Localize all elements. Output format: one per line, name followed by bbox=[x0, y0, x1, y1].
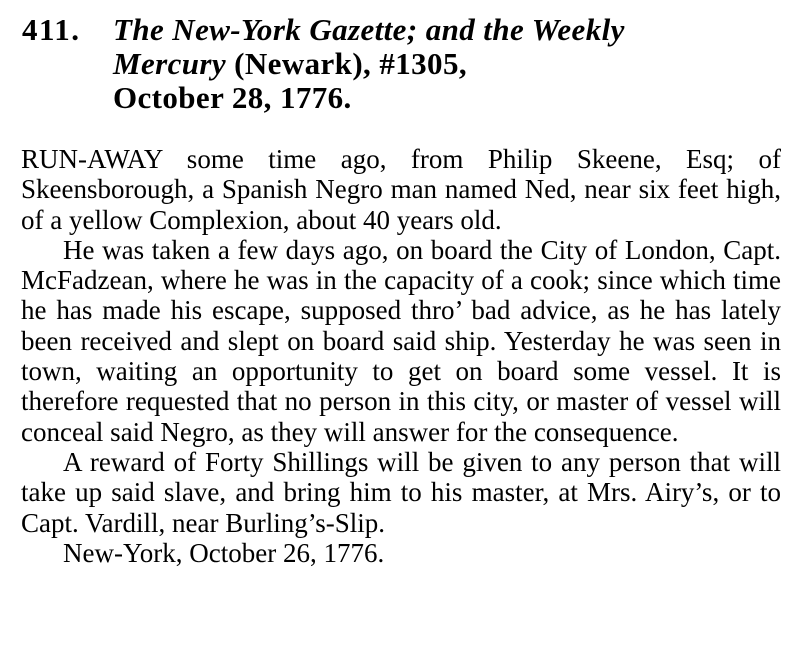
advertisement-body bbox=[21, 144, 781, 568]
entry-number: 411. bbox=[22, 12, 81, 47]
paragraph-escape-account: He was taken a few days ago, on board the City of London, Capt. McFadzean, where he was in the capacity of a cook; since which time he has made his escape, supposed thro’ bad advice, as he has lately been received and slept on board said ship. Yesterday he was seen in town, waiting an opportunity to get on board some vessel. It is therefore requested that no person in this city, or master of vessel will conceal said Negro, as they will answer for the consequence. bbox=[21, 234, 781, 447]
heading-line-3 bbox=[22, 81, 625, 115]
newspaper-title: The New-York Gazette; and the Weekly bbox=[113, 12, 625, 47]
issue-date: October 28, 1776. bbox=[113, 80, 352, 115]
paragraph-runaway-description: RUN-AWAY some time ago, from Philip Skeene, Esq; of Skeensborough, a Spanish Negro man named Ned, near six feet high, of a yellow Complexion, about 40 years old. bbox=[21, 144, 781, 235]
place-and-issue: (Newark), #1305, bbox=[226, 46, 467, 81]
dateline: New-York, October 26, 1776. bbox=[63, 537, 385, 568]
newspaper-title-continued: Mercury bbox=[113, 46, 227, 81]
heading-line-1 bbox=[22, 13, 625, 47]
paragraph-reward: A reward of Forty Shillings will be given to any person that will take up said slave, and bring him to his master, at Mrs. Airy’s, or to Capt. Vardill, near Burling’s-Slip. bbox=[21, 446, 781, 538]
heading-line-2 bbox=[22, 47, 625, 81]
entry-heading bbox=[22, 13, 625, 115]
